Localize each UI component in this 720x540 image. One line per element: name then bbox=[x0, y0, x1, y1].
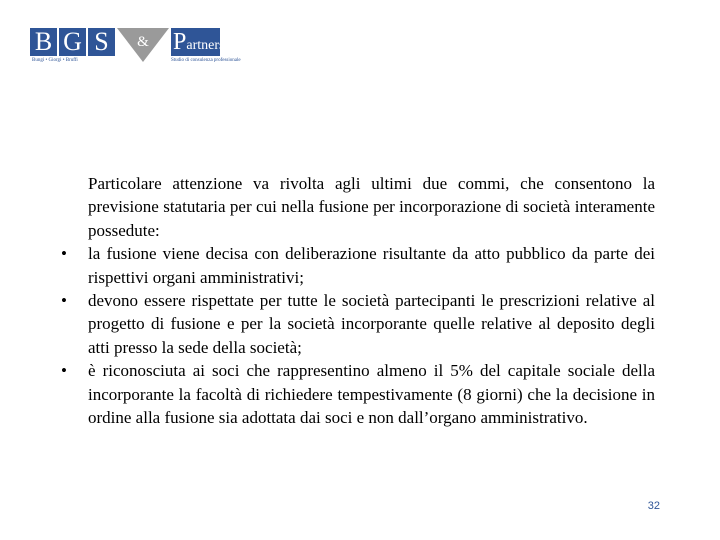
bullet-icon: • bbox=[61, 361, 67, 381]
bullet-icon: • bbox=[61, 291, 67, 311]
logo-subtitle-names: Bungi • Giorgi • Bruffi bbox=[32, 58, 78, 63]
logo-ampersand: & bbox=[137, 34, 149, 50]
logo-letter-s: S bbox=[88, 28, 115, 56]
intro-paragraph: Particolare attenzione va rivolta agli ultimi due commi, che consentono la previsione statutaria per cui nella fusione per incorporazione di società interamente possedute: bbox=[88, 174, 655, 240]
logo-subtitle-studio: Studio di consulenza professionale bbox=[171, 58, 241, 63]
company-logo bbox=[30, 27, 241, 64]
logo-partners-initial: P bbox=[173, 29, 187, 55]
list-item bbox=[61, 289, 655, 359]
list-item-text: la fusione viene decisa con deliberazione risultante da atto pubblico da parte dei rispettivi organi amministrativi; bbox=[88, 244, 655, 287]
list-item bbox=[61, 242, 655, 289]
logo-letter-b: B bbox=[30, 28, 57, 56]
list-item-text: devono essere rispettate per tutte le società partecipanti le prescrizioni relative al progetto di fusione e per la società incorporante quelle relative al deposito degli atti presso la sede della società; bbox=[88, 291, 655, 357]
list-item bbox=[61, 359, 655, 429]
logo-partners bbox=[171, 28, 225, 56]
logo-letter-g: G bbox=[59, 28, 86, 56]
page-number: 32 bbox=[647, 500, 660, 512]
bullet-icon: • bbox=[61, 244, 67, 264]
slide-body bbox=[61, 172, 655, 429]
logo-partners-rest: artners bbox=[186, 38, 225, 53]
logo-ampersand-box bbox=[117, 28, 169, 56]
list-item-text: è riconosciuta ai soci che rappresentino almeno il 5% del capitale sociale della incorporante la facoltà di richiedere tempestivamente (8 giorni) che la decisione in ordine alla fusione sia adottata dai soci e non dall’organo amministrativo. bbox=[88, 361, 655, 428]
bullet-list bbox=[61, 242, 655, 429]
